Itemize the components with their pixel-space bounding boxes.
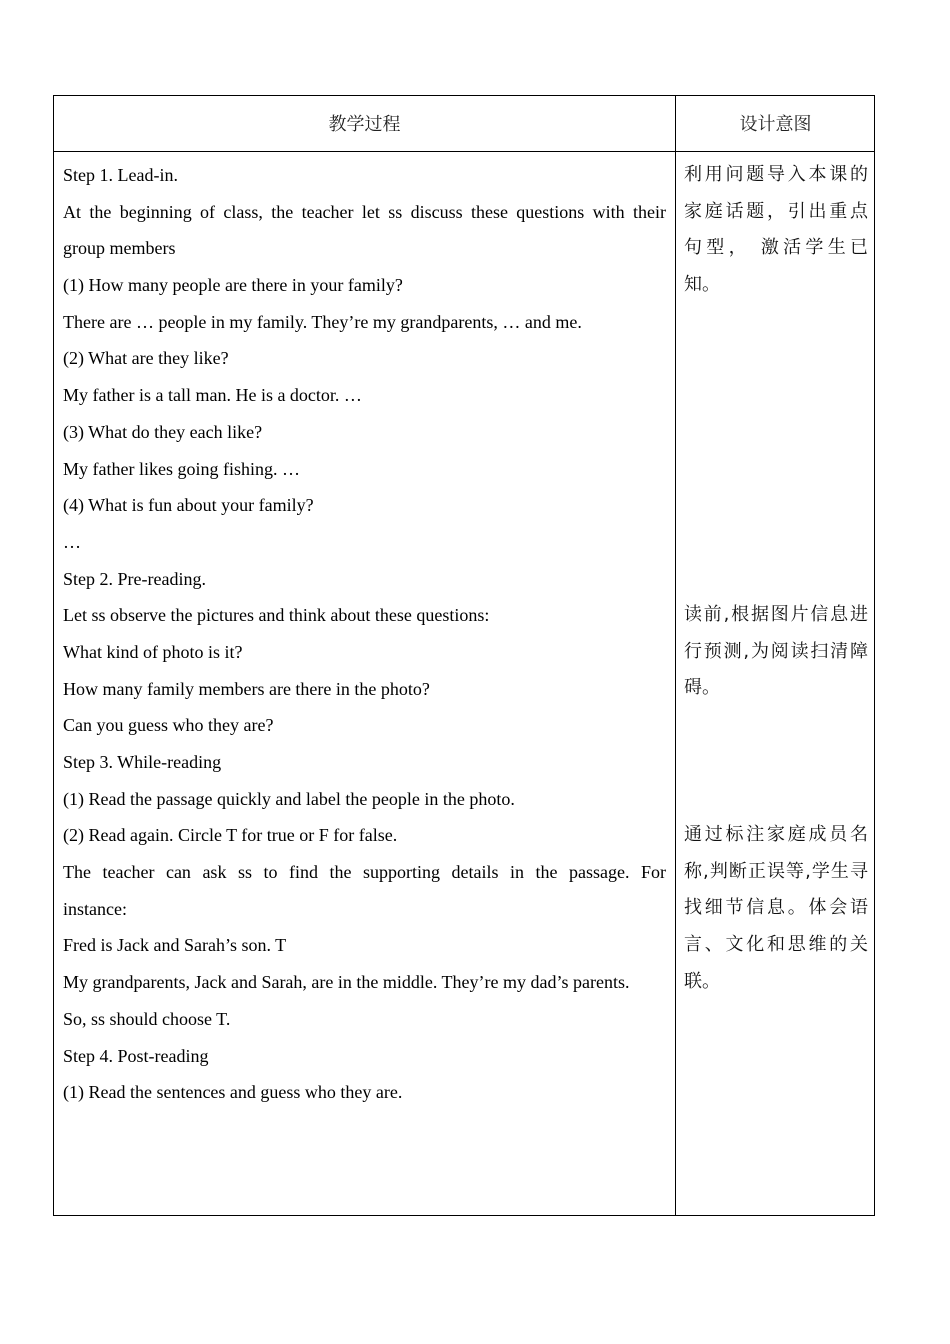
process-line: Step 4. Post-reading [63, 1045, 209, 1066]
intent-line: 称,判断正误等,学生寻 [684, 860, 868, 882]
lesson-plan-table [53, 95, 875, 1216]
table-header-row [54, 96, 874, 152]
process-line: There are … people in my family. They’re my grandparents, … and me. [63, 311, 582, 332]
process-line: instance: [63, 898, 127, 919]
process-line: At the beginning of class, the teacher let ss discuss these questions with their [63, 201, 666, 222]
header-design-intent: 设计意图 [739, 114, 812, 135]
column-divider [675, 96, 676, 1215]
process-line: Step 2. Pre-reading. [63, 568, 206, 589]
design-intent-lead-in [684, 157, 868, 304]
intent-line: 找细节信息。体会语 [684, 897, 868, 919]
intent-line: 家庭话题，引出重点 [684, 200, 868, 222]
process-line: (1) Read the sentences and guess who they are. [63, 1082, 403, 1103]
process-line: group members [63, 238, 176, 259]
process-line: Step 3. While-reading [63, 752, 222, 772]
process-line: My grandparents, Jack and Sarah, are in the middle. They’re my dad’s parents. [63, 972, 630, 993]
intent-line: 联。 [684, 970, 720, 992]
header-teaching-process: 教学过程 [328, 114, 401, 135]
process-line: … [63, 531, 81, 552]
teaching-process-cell [63, 157, 666, 1111]
process-line: (2) What are they like? [63, 348, 229, 369]
intent-line: 句型， 激活学生已 [684, 237, 868, 259]
design-intent-pre-reading [684, 597, 868, 707]
intent-line: 言、文化和思维的关 [684, 934, 868, 956]
process-line: (3) What do they each like? [63, 421, 263, 442]
process-line: (1) How many people are there in your family? [63, 275, 403, 296]
intent-line: 知。 [684, 274, 720, 296]
process-line: Can you guess who they are? [63, 715, 274, 736]
process-line: So, ss should choose T. [63, 1008, 231, 1029]
intent-line: 通过标注家庭成员名 [684, 824, 868, 845]
intent-line: 读前,根据图片信息进 [684, 604, 868, 625]
process-line: The teacher can ask ss to find the supporting details in the passage. For [63, 862, 666, 883]
process-line: Fred is Jack and Sarah’s son. T [63, 935, 287, 956]
process-line: Let ss observe the pictures and think about these questions: [63, 605, 490, 626]
process-line: Step 1. Lead-in. [63, 165, 178, 185]
intent-line: 利用问题导入本课的 [684, 164, 868, 185]
intent-line: 行预测,为阅读扫清障 [684, 640, 868, 662]
process-line: What kind of photo is it? [63, 641, 243, 662]
process-line: (4) What is fun about your family? [63, 495, 314, 516]
design-intent-while-reading [684, 817, 868, 1000]
process-line: (1) Read the passage quickly and label the people in the photo. [63, 788, 515, 809]
process-line: My father likes going fishing. … [63, 458, 300, 479]
process-line: (2) Read again. Circle T for true or F for false. [63, 825, 398, 846]
process-line: How many family members are there in the photo? [63, 678, 430, 699]
process-line: My father is a tall man. He is a doctor. … [63, 385, 362, 406]
intent-line: 碍。 [684, 677, 720, 699]
